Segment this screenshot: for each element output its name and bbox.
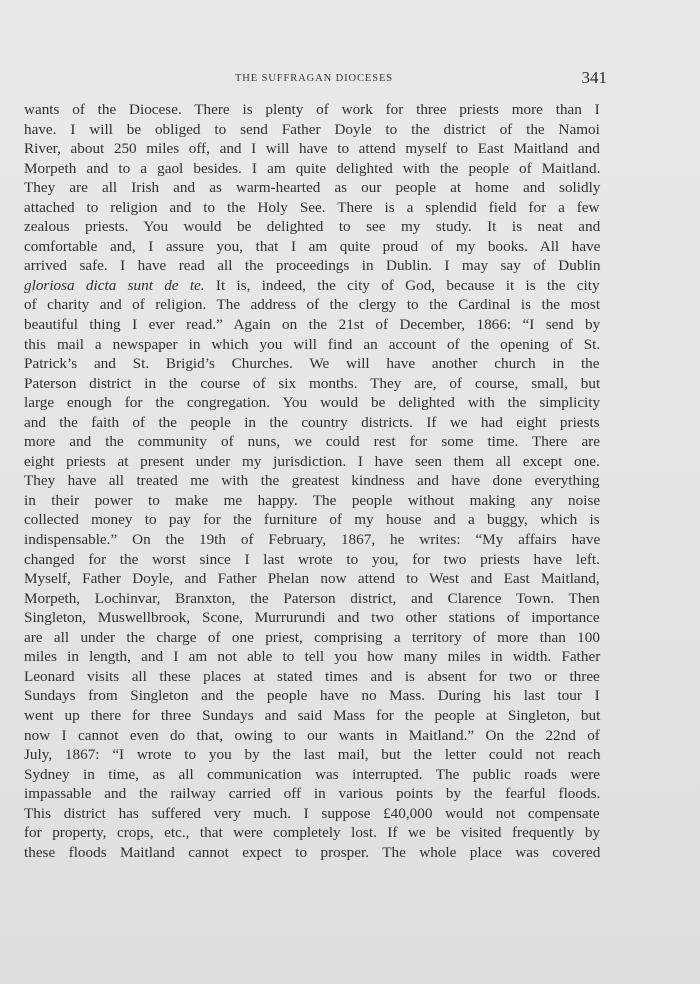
line-content: indispensable.” On the 19th of February, 1867, he writes: “My affairs have — [24, 531, 601, 549]
body-text — [24, 100, 600, 862]
line-content: of charity and of religion. The address of the clergy to the Cardinal is the most — [24, 296, 601, 314]
line-content: Sydney in time, as all communication was interrupted. The public roads were — [24, 765, 600, 783]
text-line — [24, 608, 600, 628]
line-content: Morpeth and to a gaol besides. I am quite delighted with the people of Maitland. — [24, 159, 601, 177]
line-content: Singleton, Muswellbrook, Scone, Murrurundi and two other stations of importance — [24, 609, 600, 627]
text-line — [24, 784, 600, 804]
line-content: and the faith of the people in the country districts. If we had eight priests — [24, 413, 600, 431]
line-content: these floods Maitland cannot expect to prosper. The whole place was covered — [24, 843, 601, 861]
line-content: Paterson district in the course of six months. They are, of course, small, but — [24, 374, 601, 392]
text-line — [24, 706, 600, 726]
text-line — [24, 413, 600, 433]
text-line — [24, 569, 600, 589]
text-line — [24, 726, 600, 746]
line-content: are all under the charge of one priest, comprising a territory of more than 100 — [24, 628, 600, 646]
text-line — [24, 120, 600, 140]
line-content: in their power to make me happy. The people without making any noise — [24, 491, 601, 509]
text-line — [24, 276, 600, 296]
text-line — [24, 510, 600, 530]
line-content: Morpeth, Lochinvar, Branxton, the Paterson district, and Clarence Town. Then — [24, 589, 600, 607]
text-line — [24, 550, 600, 570]
line-content: now I cannot even do that, owing to our wants in Maitland.” On the 22nd of — [24, 726, 600, 744]
text-line — [24, 237, 600, 257]
text-line — [24, 628, 600, 648]
text-line — [24, 393, 600, 413]
text-line — [24, 432, 600, 452]
text-line — [24, 589, 600, 609]
line-content: changed for the worst since I last wrote to you, for two priests have left. — [24, 550, 600, 568]
text-line — [24, 198, 600, 218]
text-line — [24, 765, 600, 785]
line-content: Myself, Father Doyle, and Father Phelan now attend to West and East Maitland, — [24, 570, 600, 588]
text-line — [24, 823, 600, 843]
text-line — [24, 647, 600, 667]
line-content: attached to religion and to the Holy See. There is a splendid field for a few — [24, 198, 600, 216]
text-line — [24, 374, 600, 394]
line-content: July, 1867: “I wrote to you by the last mail, but the letter could not reach — [24, 746, 601, 764]
text-line — [24, 452, 600, 472]
text-line — [24, 315, 600, 335]
text-line — [24, 667, 600, 687]
text-line — [24, 139, 600, 159]
line-content: Leonard visits all these places at stated times and is absent for two or three — [24, 667, 600, 685]
text-line — [24, 178, 600, 198]
page-number: 341 — [581, 68, 607, 87]
text-line — [24, 530, 600, 550]
text-line — [24, 804, 600, 824]
line-content: wants of the Diocese. There is plenty of work for three priests more than I — [24, 101, 600, 118]
text-line — [24, 843, 600, 863]
line-content: beautiful thing I ever read.” Again on the 21st of December, 1866: “I send by — [24, 316, 601, 334]
line-content: They have all treated me with the greatest kindness and have done everything — [24, 472, 600, 490]
line-content: collected money to pay for the furniture of my house and a buggy, which is — [24, 511, 600, 529]
line-content: Sundays from Singleton and the people have no Mass. During his last tour I — [24, 687, 600, 705]
text-line — [24, 295, 600, 315]
line-content: have. I will be obliged to send Father Doyle to the district of the Namoi — [24, 120, 600, 138]
line-content: They are all Irish and as warm-hearted as our people at home and solidly — [24, 179, 601, 197]
line-content — [24, 276, 600, 296]
latin-phrase: gloriosa dicta sunt de te. — [24, 276, 205, 294]
line-content: zealous priests. You would be delighted to see my study. It is neat and — [24, 218, 601, 236]
line-content: impassable and the railway carried off in various points by the fearful floods. — [24, 785, 601, 803]
line-content: comfortable and, I assure you, that I am quite proud of my books. All have — [24, 237, 601, 255]
text-line — [24, 354, 600, 374]
line-content: more and the community of nuns, we could rest for some time. There are — [24, 433, 600, 451]
line-content: for property, crops, etc., that were completely lost. If we be visited frequently by — [24, 824, 601, 842]
running-title: THE SUFFRAGAN DIOCESES — [234, 73, 394, 84]
line-content: went up there for three Sundays and said Mass for the people at Singleton, but — [24, 706, 601, 724]
line-content: eight priests at present under my jurisdiction. I have seen them all except one. — [24, 452, 600, 470]
text-line — [24, 471, 600, 491]
text-line — [24, 745, 600, 765]
line-content: large enough for the congregation. You would be delighted with the simplicity — [24, 394, 601, 412]
line-text: It is, indeed, the city of God, because it is the city — [204, 276, 600, 294]
line-content: Patrick’s and St. Brigid’s Churches. We will have another church in the — [24, 355, 600, 373]
text-line — [24, 491, 600, 511]
line-content: this mail a newspaper in which you will find an account of the opening of St. — [24, 335, 601, 353]
text-line — [24, 159, 600, 179]
line-content: miles in length, and I am not able to tell you how many miles in width. Father — [24, 648, 601, 666]
line-content: arrived safe. I have read all the proceedings in Dublin. I may say of Dublin — [24, 257, 601, 275]
line-content: This district has suffered very much. I suppose £40,000 would not compensate — [24, 804, 600, 822]
text-line — [24, 217, 600, 237]
text-line — [24, 256, 600, 276]
line-content: River, about 250 miles off, and I will have to attend myself to East Maitland and — [24, 140, 600, 158]
text-line — [24, 686, 600, 706]
running-header — [28, 68, 607, 90]
text-line — [24, 335, 600, 355]
text-line — [24, 100, 600, 120]
